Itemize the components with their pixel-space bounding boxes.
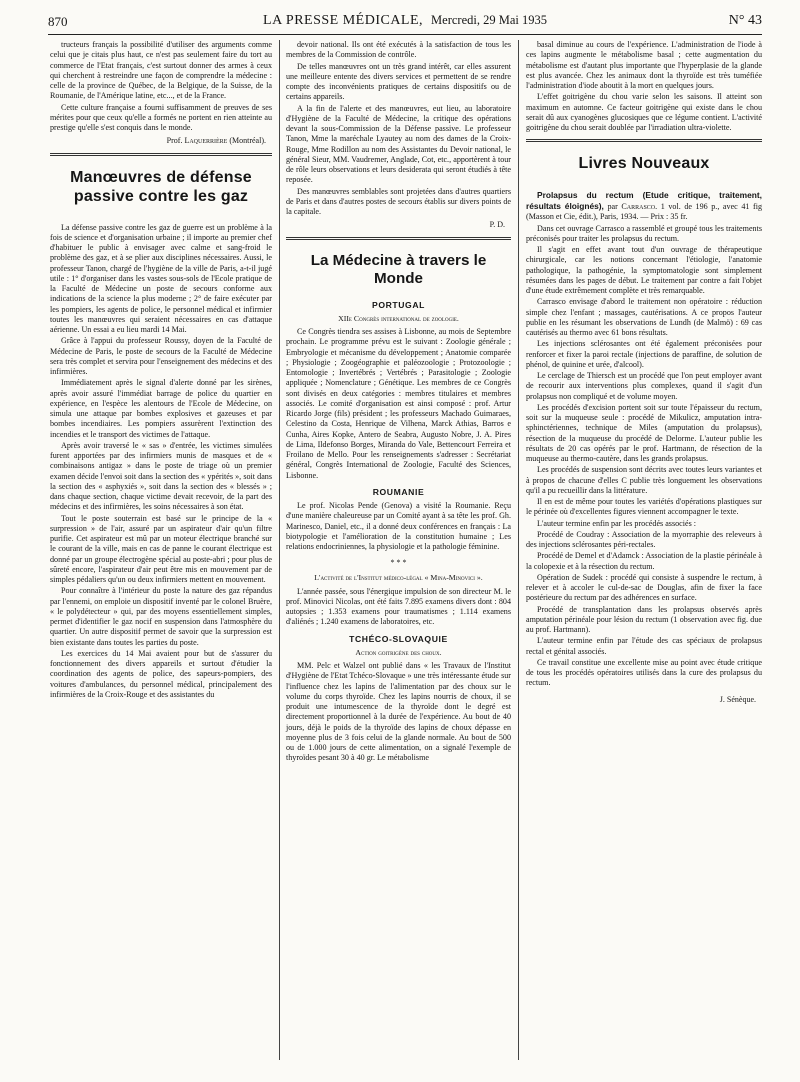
roumanie-text-2 xyxy=(286,587,511,628)
country-heading-roumanie: ROUMANIE xyxy=(372,486,425,497)
section-title-livres: Livres Nouveaux xyxy=(578,155,710,173)
paragraph: tructeurs français la possibilité d'utiliser des arguments comme celui que je citais plus haut, ce n'est pas seulement faire du tort au commerce de l'Etat français, c'est surtout donner des armes à ceux qui cherchent à restreindre une façon de comprendre la médecine : celle de la province de Québec, de la Belgique, de la Suisse, de la Roumanie, de l'Amérique latine, etc..., et de la France. xyxy=(50,40,272,101)
column-1 xyxy=(50,40,272,701)
article-title: Manœuvres de défense passive contre les gaz xyxy=(70,168,252,205)
paragraph: Grâce à l'appui du professeur Roussy, doyen de la Faculté de Médecine de Paris, le poste de secours de la Faculté de Médecine sera très complet et servira pour l'enseignement des médecins et des infirmières. xyxy=(50,336,272,376)
column-divider xyxy=(518,40,519,1060)
paragraph: Opération de Sudek : procédé qui consiste à suspendre le rectum, à relever et à accoler le cul-de-sac de Douglas, afin de fixer la face postérieure du rectum par des adhérences en surface. xyxy=(526,572,762,603)
header-rule xyxy=(48,34,762,35)
paragraph: Le prof. Nicolas Pende (Genova) a visité la Roumanie. Reçu d'une manière chaleureuse par un Comité ayant à sa tête les prof. Gh. Marinesco, Daniel, etc., il a donné deux conférences en français : La biotypologie et l'amélioration de la constitution humaine ; Les relations endocriniennes, la physiologie et la pathologie féminine. xyxy=(286,501,511,551)
review-signature: J. Sénèque. xyxy=(719,694,756,704)
intro-text xyxy=(50,40,272,133)
paragraph: Les injections sclérosantes ont été également préconisées pour renforcer et fixer la paroi rectale (injections de paraffine, de solution de phénol, de quinine et urée, d'alcool). xyxy=(526,339,762,369)
book-details: . 1 vol. de 196 p., avec 41 fig (Masson et Cie, édit.), Paris, 1934. — Prix : 35 fr. xyxy=(526,202,763,222)
paragraph: Ce travail constitue une excellente mise au point avec étude critique de tous les procédés opératoires utilisés dans la cure des prolapsus du rectum. xyxy=(526,657,762,688)
tcheco-text xyxy=(286,661,511,764)
column-2 xyxy=(286,40,511,765)
paragraph: Procédé de transplantation dans les prolapsus observés après amputation périnéale pour lésion du rectum (1 observation avec fig. due au prof. Hartmann). xyxy=(526,604,762,634)
paragraph: Il s'agit en effet avant tout d'un ouvrage de thérapeutique chirurgicale, car les notions concernant l'étiologie, l'anatomie pathologique, la pathogénie, la symptomatologie sont simplement résumées dans les pages de début. Le traitement par contre a fait l'objet d'une étude extrêmement complète et très remarquable. xyxy=(526,245,762,295)
continuation-text xyxy=(286,40,511,217)
paragraph: Des manœuvres semblables sont projetées dans d'autres quartiers de Paris et dans d'autres postes de secours établis sur divers points de la capitale. xyxy=(286,186,511,216)
paragraph: Ce Congrès tiendra ses assises à Lisbonne, au mois de Septembre prochain. Le programme prévu est le suivant : Zoologie générale ; Embryologie et mécanisme du développement ; Anatomie comparée ; Physiologie ; Zoogéographie et paléozoologie ; Protozoologie ; Entomologie ; Invertébrés ; Vertébrés ; Parasitologie ; Zoologie appliquée ; Nomenclature ; Génétique. Les membres de ce Congrès sont divisés en deux catégories : membres titulaires et membres associés. Le comité d'organisation est ainsi composé : prof. Artur Ricardo Jorge (fils) président ; les professeurs Machado Guimaraes, Celestino da Costa, Henrique de Vilhena, Marck Athias, Barros e Cunha, Aires Kopke, Antero de Seabra, Augusto Nobre, J. A. Pires de Lima, Ildefonso Borges, Miranda do Vale, Bettencourt Ferreira et Froilano de Mello. Pour les renseignements s'adresser : Secrétariat général, Congrès International de Zoologie, Faculté des Sciences, Lisbonne. xyxy=(286,327,511,480)
paragraph: L'auteur termine enfin par l'étude des cas spéciaux de prolapsus rectal et génital associés. xyxy=(526,636,762,656)
column-3 xyxy=(526,40,762,707)
subheading-choux: Action goitrigène des choux. xyxy=(355,647,442,657)
paragraph: L'effet goitrigène du chou varie selon les saisons. Il atteint son maximum en automne. Ce facteur goitrigène qui existe dans le chou serait dû aux cyanogènes glucosiques que ce légume contient. L'activité goitrigène du chou serait doublée par l'irradiation ultra-violette. xyxy=(526,92,762,132)
continuation-text xyxy=(526,40,762,133)
paragraph: Cette culture française a fourni suffisamment de preuves de ses mérites pour que ceux qu'elle a formés ne portent en rien atteinte au prestige qu'elle s'est conquis dans le monde. xyxy=(50,102,272,132)
subheading-institut: L'activité de l'Institut médico-légal « Mina-Minovici ». xyxy=(314,573,483,583)
paragraph: Carrasco envisage d'abord le traitement non opératoire : réduction simple chez l'enfant ; massages, cautérisations. A ce propos l'auteur publie en les résumant les observations de Lundh (de Malmö) : 69 cas cautérisés au thermo avec 61 bons résultats. xyxy=(526,297,762,337)
country-heading-portugal: PORTUGAL xyxy=(371,299,426,310)
paragraph: De telles manœuvres ont un très grand intérêt, car elles assurent une meilleure entente des divers services et permettent de se rendre compte des inconvénients pratiques de certains dispositifs ou de certains appareils. xyxy=(286,61,511,102)
subheading-congres: XIIe Congrès international de zoologie. xyxy=(338,313,459,323)
journal-title: LA PRESSE MÉDICALE, xyxy=(263,13,424,28)
roumanie-text xyxy=(286,501,511,552)
book-reference: Prolapsus du rectum (Etude critique, traitement, résultats éloignés), par Carrasco. 1 vol. de 196 p., avec 41 fig (Masson et Cie, édit.), Paris, 1934. — Prix : 35 fr. xyxy=(526,189,763,222)
journal-title-line xyxy=(48,13,762,29)
book-title: Prolapsus du rectum (Etude critique, traitement, résultats éloignés), xyxy=(526,189,762,211)
portugal-text xyxy=(286,327,511,481)
section-rule xyxy=(286,237,511,240)
issue-date: Mercredi, 29 Mai 1935 xyxy=(431,13,547,27)
paragraph: devoir national. Ils ont été exécutés à la satisfaction de tous les membres de la Commission de contrôle. xyxy=(286,40,511,60)
paragraph: Les procédés de suspension sont décrits avec toutes leurs variantes et à propos de chacune d'elles C publie très longuement les observations qu'il a pu recueillir dans la littérature. xyxy=(526,465,762,495)
paragraph: A la fin de l'alerte et des manœuvres, eut lieu, au laboratoire d'Hygiène de la Faculté de Médecine, la critique des opérations devant la sous-Commission de la Défense passive. Le professeur Tanon, Mme la maréchale Lyautey au nom des dames de la Croix-Rouge, Mme Rodillon au nom des Assistantes du Devoir national, le général Sieur, MM. Vaudremer, Anglade, Cot, etc., apportèrent à tour de rôle leurs observations et leurs desiderata qui seront étudiés à tête reposée. xyxy=(286,103,511,185)
author-name: Laquerrière xyxy=(184,136,228,146)
paragraph: Le cerclage de Thiersch est un procédé que l'on peut employer avant de recourir aux interventions plus complexes, quand il s'agit d'un prolapsus non compliqué et de volume moyen. xyxy=(526,371,762,401)
paragraph: Dans cet ouvrage Carrasco a rassemblé et groupé tous les traitements préconisés pour traiter les prolapsus du rectum. xyxy=(526,223,762,243)
continuation-signature: P. D. xyxy=(489,220,505,230)
country-heading-tcheco: TCHÉCO-SLOVAQUIE xyxy=(349,633,448,644)
article-body xyxy=(50,223,272,701)
paragraph: Immédiatement après le signal d'alerte donné par les sirènes, après avoir assuré l'immédiat barrage de police du quartier en expérience, en l'espèce les alentours de l'Ecole de Médecine, on simula une attaque par bombes explosives et gazeuses et par bombes incendiaires. Les pompiers assurèrent l'extinction des incendies et le transport des victimes de l'attaque. xyxy=(50,378,272,439)
page-header xyxy=(48,12,762,34)
intro-signature: Prof. Laquerrière (Montréal). xyxy=(166,136,266,146)
issue-number: N° 43 xyxy=(728,13,762,28)
paragraph: L'auteur termine enfin par les procédés associés : xyxy=(537,518,696,528)
paragraph: Les exercices du 14 Mai avaient pour but de s'assurer du fonctionnement des divers appareils et surtout d'étudier la coordination des agents de police, des sapeurs-pompiers, des voitures d'ambulances, du personnel médical, principalement des infirmières de la Croix-Rouge et des assistantes du xyxy=(50,648,272,699)
paragraph: Pour connaître à l'intérieur du poste la nature des gaz répandus par l'ennemi, on emploie un dispositif inventé par le colonel Bruère, « le polydétecteur » qui, par des moyens essentiellement simples, permet d'identifier le gaz nocif en suspension dans l'atmosphère du quartier. Un autre dispositif permet de savoir que la surpression est bien existante dans toutes les parties du poste. xyxy=(50,586,272,647)
section-rule xyxy=(526,139,762,142)
paragraph: basal diminue au cours de l'expérience. L'administration de l'iode à ces lapins augmente le métabolisme basal ; cette augmentation du métabolisme est d'autant plus importante que l'hyperplasie de la glande est plus avancée. Chez les animaux dont la thyroïde est très tuméfiée l'administration d'iode aboutit à la mort en quelques jours. xyxy=(526,40,762,90)
paragraph: Les procédés d'excision portent soit sur toute l'épaisseur du rectum, soit sur la muqueuse seule : procédé de Mikulicz, amputation intra-sphinctériennes, technique de Miles (amputation du prolapsus), résection de la muqueuse du procédé de Delorme. L'auteur publie les résultats de 20 cas opérés par le prof. Hartmann, de résection de la muqueuse au thermo-cautère, dans les grands prolapsus. xyxy=(526,402,762,463)
separator-stars: * * * xyxy=(390,558,407,568)
book-author: Carrasco xyxy=(621,202,656,211)
paragraph: MM. Pelc et Walzel ont publié dans « les Travaux de l'Institut d'Hygiène de l'Etat Tchéco-Slovaque » une très intéressante étude sur l'influence chez les lapins de l'alimentation par des choux sur le volume du corps thyroïde. Chez les lapins nourris de choux, il se produit une intumescence de la thyroïde dont le degré est directement proportionnel à la durée de l'expérience. Au bout de 40 jours, déjà le poids de la thyroïde des lapins de choux dépasse en moyenne plus de 3 fois celui de la glande normale. Au bout de 500 ou de 1.000 jours de cette alimentation, on a signalé l'exemple de thyroïdes pesant 30 à 40 gr. Le métabolisme xyxy=(286,661,511,763)
paragraph: Il en est de même pour toutes les variétés d'opérations plastiques sur le périnée où d'excellentes figures viennent accompagner le texte. xyxy=(526,497,762,517)
paragraph: La défense passive contre les gaz de guerre est un problème à la fois de science et d'organisation urbaine ; il importe au premier chef d'habituer le public à envisager avec calme et sang-froid le problème des gaz, et à se plier aux disciplines nécessaires. Aussi, le professeur Tanon, chargé de l'hygiène de la ville de Paris, a-t-il jugé utile : 1° d'organiser dans les vastes sous-sols de l'Ecole pratique de la Faculté de Médecine un poste de secours conforme aux indications de la science la plus moderne ; 2° de faire exécuter par les pompiers, les agents de police, le personnel médical et infirmier toutes les manœuvres qui seraient nécessaires en cas d'attaque aérienne. Un essai a eu lieu mardi 14 Mai. xyxy=(50,222,272,334)
paragraph: Tout le poste souterrain est basé sur le principe de la « surpression » de l'air, assuré par un aspirateur d'air qu'un filtre purifie. Cet aspirateur est mû par un moteur électrique branché sur le courant de la ville, mais en cas de panne le courant électrique est donné par un groupe électrogène spécial au poste-abri ; pour plus de sûreté encore, l'aspirateur d'air peut être mis en mouvement par de simples pédaliers qu'un ou deux infirmiers mettent en mouvement. xyxy=(50,513,272,584)
book-review-text xyxy=(526,224,762,689)
page-number: 870 xyxy=(48,14,68,29)
paragraph: Procédé de Demel et d'Adamck : Association de la plastie périnéale à la colopexie et à la résection du rectum. xyxy=(526,551,762,571)
section-title-monde: La Médecine à travers le Monde xyxy=(310,251,487,287)
paragraph: L'année passée, sous l'énergique impulsion de son directeur M. le prof. Minovici Nicolas, ont été faits 7.895 examens divers dont : 804 autopsies ; 1.353 examens pour traumatismes ; 1.114 examens d'aliénés ; 1.240 examens de laboratoires, etc. xyxy=(286,586,511,627)
paragraph: Procédé de Coudray : Association de la myorraphie des releveurs à des injections sclérosantes péri-rectales. xyxy=(526,529,762,549)
column-divider xyxy=(279,40,280,1060)
section-rule xyxy=(50,153,272,156)
paragraph: Après avoir traversé le « sas » d'entrée, les victimes simulées furent apportées par des infirmiers munis de masques et de « combinaisons antigaz » dans le poste de triage où un premier examen décide l'envoi soit dans la section des « ypérités », soit dans la section des « asphyxiés », soit dans la section des « blessés » ; dans chaque section, chaque victime devait recevoir, de la part des médecins et des infirmières, les soins nécessaires à son état. xyxy=(50,440,272,512)
